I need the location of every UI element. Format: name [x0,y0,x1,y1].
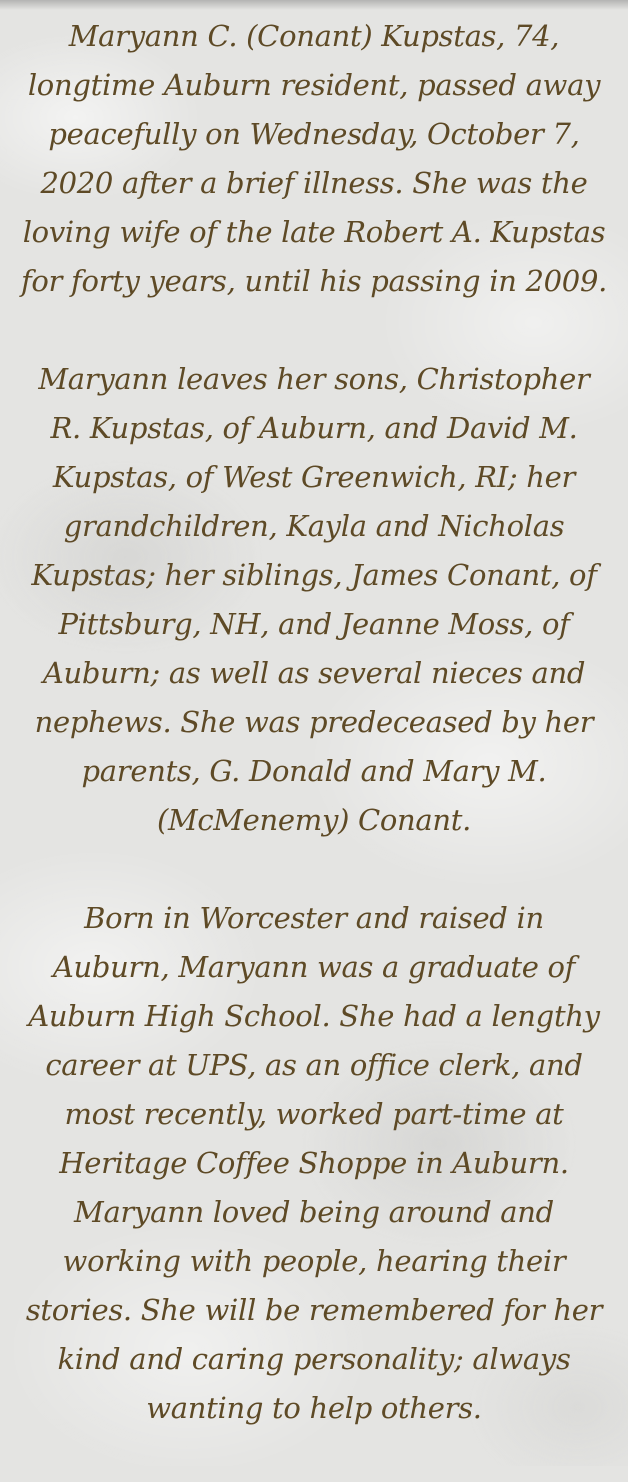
text-line: parents, G. Donald and Mary M. [81,754,547,788]
text-line: nephews. She was predeceased by her [34,705,594,739]
text-line: Pittsburg, NH, and Jeanne Moss, of [58,607,570,641]
text-line: R. Kupstas, of Auburn, and David M. [50,411,578,445]
text-line: peacefully on Wednesday, October 7, [48,117,580,151]
text-line: kind and caring personality; always [57,1342,571,1376]
top-edge-shadow [0,0,628,10]
text-line: Auburn, Maryann was a graduate of [52,950,576,984]
text-line: Maryann loved being around and [74,1195,554,1229]
text-line: stories. She will be remembered for her [25,1293,603,1327]
paragraph-family [0,355,628,845]
paragraph-intro [0,12,628,306]
text-line: Kupstas, of West Greenwich, RI; her [52,460,576,494]
text-line: (McMenemy) Conant. [156,803,472,837]
text-line: loving wife of the late Robert A. Kupstas [22,215,606,249]
text-line: wanting to help others. [146,1391,482,1425]
paragraph-life [0,894,628,1433]
text-line: Maryann C. (Conant) Kupstas, 74, [68,19,560,53]
text-line: grandchildren, Kayla and Nicholas [63,509,565,543]
obituary-text [0,12,628,1482]
text-line: Heritage Coffee Shoppe in Auburn. [59,1146,569,1180]
text-line: working with people, hearing their [62,1244,566,1278]
text-line: Kupstas; her siblings, James Conant, of [31,558,597,592]
text-line: longtime Auburn resident, passed away [27,68,601,102]
text-line: career at UPS, as an office clerk, and [45,1048,583,1082]
text-line: Born in Worcester and raised in [84,901,544,935]
text-line: Maryann leaves her sons, Christopher [38,362,590,396]
text-line: Auburn High School. She had a lengthy [28,999,600,1033]
text-line: Auburn; as well as several nieces and [42,656,586,690]
text-line: for forty years, until his passing in 2009. [20,264,608,298]
text-line: 2020 after a brief illness. She was the [40,166,588,200]
text-line: most recently, worked part-time at [64,1097,564,1131]
